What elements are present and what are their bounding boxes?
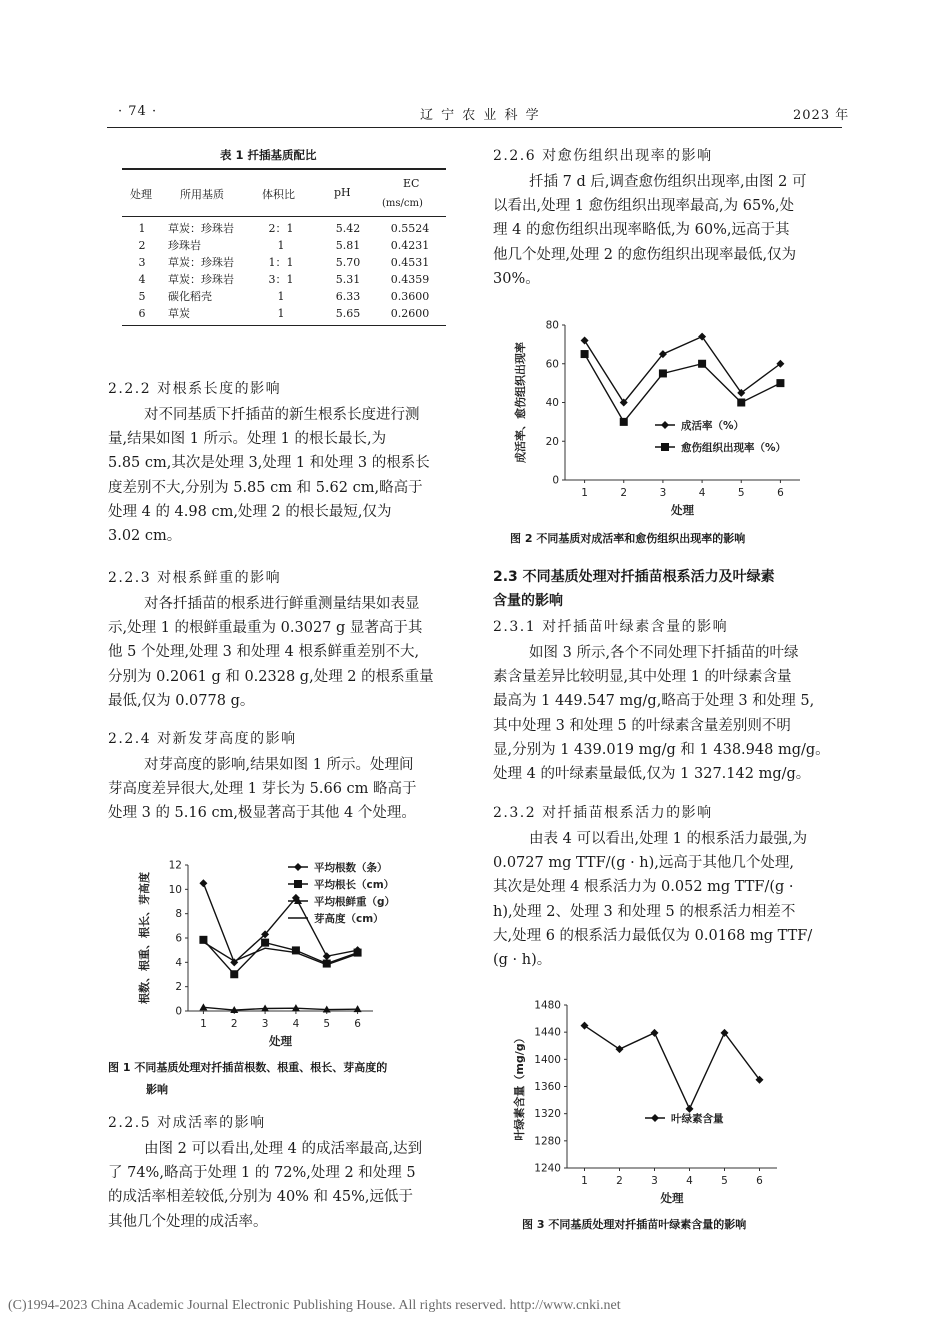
x-tick-label: 2 <box>620 487 628 499</box>
y-tick-label: 10 <box>168 883 182 896</box>
y-tick-label: 1480 <box>534 999 561 1012</box>
text-line: h),处理 2、处理 3 和处理 5 的根系活力相差不 <box>493 903 796 920</box>
section-224-heading: 2.2.4 对新发芽高度的影响 <box>108 731 297 747</box>
series-line <box>585 1026 760 1109</box>
table-row <box>122 254 446 271</box>
data-point-square <box>261 939 269 947</box>
legend-label: 平均根数（条） <box>314 862 388 874</box>
data-point-diamond <box>616 1045 624 1053</box>
legend-label: 叶绿素含量 <box>671 1113 724 1125</box>
figure3-caption: 图 3 不同基质处理对扦插苗叶绿素含量的影响 <box>522 1218 747 1231</box>
data-point-diamond <box>686 1105 694 1113</box>
text-line: 3.02 cm。 <box>108 528 182 545</box>
table-cell: 珍珠岩 <box>168 239 201 252</box>
y-tick-label: 1360 <box>534 1081 561 1093</box>
table-cell: 草炭：珍珠岩 <box>168 256 234 269</box>
text-line: (g · h)。 <box>493 952 552 969</box>
data-point-diamond <box>661 421 669 429</box>
table-cell: 0.4231 <box>390 238 430 252</box>
y-tick-label: 20 <box>545 435 559 448</box>
table-cell: 碳化稻壳 <box>168 290 212 303</box>
y-tick-label: 1320 <box>534 1108 561 1121</box>
table-cell: 2：1 <box>268 222 294 235</box>
data-point-diamond <box>581 1022 589 1030</box>
figure3-chart <box>505 995 805 1213</box>
y-axis-label: 根数、根重、根长、芽高度 <box>138 872 151 1004</box>
section-226-body <box>493 170 843 291</box>
th-ec: EC <box>403 176 420 190</box>
text-line: 处理 4 的叶绿素量最低,仅为 1 327.142 mg/g。 <box>493 766 811 783</box>
text-line: 其他几个处理的成活率。 <box>108 1213 268 1230</box>
th-ec-unit: (ms/cm) <box>382 197 423 209</box>
text-line: 量,结果如图 1 所示。处理 1 的根长最长,为 <box>108 431 387 448</box>
th-substrate: 所用基质 <box>180 187 224 201</box>
text-line: 扦插 7 d 后,调查愈伤组织出现率,由图 2 可 <box>529 174 807 190</box>
x-axis-label: 处理 <box>269 1034 292 1048</box>
x-tick-label: 1 <box>581 487 588 499</box>
table-cell: 0.4359 <box>390 272 430 286</box>
y-tick-label: 80 <box>545 319 559 332</box>
text-line: 他 5 个处理,处理 3 和处理 4 根系鲜重差别不大, <box>108 644 420 661</box>
header-rule <box>107 127 842 128</box>
section-232-body <box>493 827 843 972</box>
journal-year: 2023 年 <box>793 108 850 123</box>
table1-body <box>122 220 446 322</box>
table-cell: 0.2600 <box>390 306 430 320</box>
table-row <box>122 220 446 237</box>
section-232-heading: 2.3.2 对扦插苗根系活力的影响 <box>493 805 713 821</box>
text-line: 芽高度差异很大,处理 1 芽长为 5.66 cm 略高于 <box>108 781 417 798</box>
series-line <box>203 942 357 965</box>
y-axis-label: 叶绿素含量（mg/g） <box>513 1032 526 1141</box>
legend-label: 愈伤组织出现率（%） <box>681 442 787 454</box>
y-tick-label: 1240 <box>534 1162 561 1175</box>
table-cell: 5 <box>138 289 146 303</box>
x-tick-label: 6 <box>756 1175 763 1187</box>
text-line: 示,处理 1 的根鲜重最重为 0.3027 g 显著高于其 <box>108 620 423 637</box>
text-line: 其次是处理 4 根系活力为 0.052 mg TTF/(g · <box>493 879 794 896</box>
y-axis-label: 成活率、愈伤组织出现率 <box>514 342 527 463</box>
table-cell: 4 <box>138 272 146 286</box>
table-cell: 3：1 <box>268 273 294 286</box>
x-tick-label: 5 <box>721 1175 728 1187</box>
text-line: 度差别不大,分别为 5.85 cm 和 5.62 cm,略高于 <box>108 479 423 496</box>
table-cell: 5.31 <box>335 272 361 286</box>
data-point-square <box>581 350 589 358</box>
th-treatment: 处理 <box>130 187 152 201</box>
y-tick-label: 1280 <box>534 1135 561 1148</box>
table-cell: 1 <box>138 221 146 235</box>
text-line: 5.85 cm,其次是处理 3,处理 1 和处理 3 的根系长 <box>108 455 430 472</box>
table-cell: 草炭：珍珠岩 <box>168 273 234 286</box>
table-row <box>122 288 446 305</box>
figure1-caption: 图 1 不同基质处理对扦插苗根数、根重、根长、芽高度的 <box>108 1061 388 1074</box>
series-line <box>203 1007 357 1010</box>
data-point-diamond <box>651 1029 659 1037</box>
section-225-body <box>108 1137 454 1234</box>
text-line: 0.0727 mg TTF/(g · h),远高于其他几个处理, <box>493 855 795 872</box>
data-point-square <box>620 418 628 426</box>
x-tick-label: 6 <box>777 487 784 499</box>
text-line: 最低,仅为 0.0778 g。 <box>108 692 255 709</box>
legend-label: 芽高度（cm） <box>314 913 384 925</box>
x-tick-label: 4 <box>292 1018 300 1030</box>
section-222-body <box>108 403 454 548</box>
section-225-heading: 2.2.5 对成活率的影响 <box>108 1115 266 1131</box>
data-point-diamond <box>199 879 207 887</box>
x-tick-label: 3 <box>659 487 667 499</box>
text-line: 大,处理 6 的根系活力最低仅为 0.0168 mg TTF/ <box>493 927 813 944</box>
table-cell: 5.81 <box>335 238 361 252</box>
series-line <box>585 337 781 403</box>
x-tick-label: 4 <box>686 1175 693 1187</box>
table-cell: 0.3600 <box>390 289 430 303</box>
text-line: 分别为 0.2061 g 和 0.2328 g,处理 2 的根系重量 <box>108 668 434 685</box>
y-tick-label: 60 <box>545 358 559 371</box>
table-row <box>122 237 446 254</box>
x-tick-label: 1 <box>200 1018 207 1030</box>
y-tick-label: 4 <box>175 956 182 969</box>
y-tick-label: 1440 <box>534 1026 561 1039</box>
text-line: 对不同基质下扦插苗的新生根系长度进行测 <box>144 407 420 423</box>
table-row <box>122 305 446 322</box>
section-23-heading <box>493 565 775 613</box>
figure1-chart <box>108 850 453 1055</box>
text-line: 30%。 <box>493 270 540 287</box>
table-row <box>122 271 446 288</box>
x-tick-label: 4 <box>698 487 706 499</box>
y-tick-label: 6 <box>175 932 182 945</box>
copyright-footer: (C)1994-2023 China Academic Journal Electronic Publishing House. All rights reserved. http://www.cnki.net <box>8 1298 621 1313</box>
th-ratio: 体积比 <box>262 187 295 201</box>
table-cell: 0.5524 <box>390 221 430 235</box>
section-231-body <box>493 641 843 786</box>
table-cell: 3 <box>138 255 146 269</box>
data-point-square <box>737 399 745 407</box>
section-223-heading: 2.2.3 对根系鲜重的影响 <box>108 570 282 586</box>
table-cell: 1：1 <box>268 256 294 269</box>
legend-label: 平均根鲜重（g） <box>314 896 396 908</box>
table-cell: 6 <box>138 306 146 320</box>
table-cell: 6.33 <box>335 289 361 303</box>
heading-line: 含量的影响 <box>493 593 563 609</box>
y-tick-label: 12 <box>168 859 182 872</box>
legend-label: 成活率（%） <box>681 420 745 432</box>
text-line: 对各扦插苗的根系进行鲜重测量结果如表显 <box>144 596 420 612</box>
table1-title: 表 1 扦插基质配比 <box>220 148 317 162</box>
heading-line: 2.3 不同基质处理对扦插苗根系活力及叶绿素 <box>493 569 775 585</box>
text-line: 理 4 的愈伤组织出现率略低,为 60%,远高于其 <box>493 222 790 239</box>
table-cell: 1 <box>277 306 285 320</box>
table-cell: 5.70 <box>335 255 361 269</box>
x-tick-label: 6 <box>354 1018 361 1030</box>
section-222-heading: 2.2.2 对根系长度的影响 <box>108 381 282 397</box>
legend-label: 平均根长（cm） <box>314 879 395 891</box>
page-number: · 74 · <box>118 104 158 119</box>
table-cell: 草炭：珍珠岩 <box>168 222 234 235</box>
text-line: 以看出,处理 1 愈伤组织出现率最高,为 65%,处 <box>493 198 795 215</box>
table-cell: 草炭 <box>168 307 190 320</box>
y-tick-label: 8 <box>175 908 182 921</box>
figure2-caption: 图 2 不同基质对成活率和愈伤组织出现率的影响 <box>510 532 746 545</box>
text-line: 其中处理 3 和处理 5 的叶绿素含量差别则不明 <box>493 717 791 734</box>
figure1-caption-cont: 影响 <box>146 1083 168 1096</box>
data-point-square <box>698 360 706 368</box>
y-tick-label: 0 <box>552 474 559 487</box>
data-point-triangle <box>199 1003 207 1010</box>
data-point-square <box>661 443 669 451</box>
data-point-diamond <box>651 1114 659 1122</box>
text-line: 由表 4 可以看出,处理 1 的根系活力最强,为 <box>529 831 808 847</box>
text-line: 对芽高度的影响,结果如图 1 所示。处理间 <box>144 757 414 773</box>
text-line: 显,分别为 1 439.019 mg/g 和 1 438.948 mg/g。 <box>493 741 830 758</box>
text-line: 的成活率相差较低,分别为 40% 和 45%,远低于 <box>108 1189 414 1206</box>
x-tick-label: 1 <box>581 1175 588 1187</box>
x-tick-label: 3 <box>651 1175 658 1187</box>
y-tick-label: 0 <box>175 1005 182 1018</box>
y-tick-label: 1400 <box>534 1053 561 1066</box>
text-line: 处理 4 的 4.98 cm,处理 2 的根长最短,仅为 <box>108 503 392 520</box>
th-ph: pH <box>334 185 351 199</box>
x-axis-label: 处理 <box>660 1191 684 1205</box>
data-point-square <box>294 880 302 888</box>
data-point-square <box>230 970 238 978</box>
data-point-diamond <box>323 952 331 960</box>
x-axis-label: 处理 <box>671 503 694 517</box>
data-point-diamond <box>294 863 302 871</box>
figure2-chart <box>510 315 830 527</box>
section-224-body <box>108 753 454 826</box>
section-226-heading: 2.2.6 对愈伤组织出现率的影响 <box>493 148 713 164</box>
table-cell: 1 <box>277 238 285 252</box>
text-line: 了 74%,略高于处理 1 的 72%,处理 2 和处理 5 <box>108 1165 416 1182</box>
x-tick-label: 3 <box>261 1018 269 1030</box>
x-tick-label: 5 <box>323 1018 331 1030</box>
x-tick-label: 5 <box>737 487 745 499</box>
table-cell: 5.42 <box>335 221 361 235</box>
text-line: 他几个处理,处理 2 的愈伤组织出现率最低,仅为 <box>493 246 797 263</box>
table-cell: 0.4531 <box>390 255 430 269</box>
x-tick-label: 2 <box>230 1018 238 1030</box>
text-line: 最高为 1 449.547 mg/g,略高于处理 3 和处理 5, <box>493 693 815 710</box>
text-line: 处理 3 的 5.16 cm,极显著高于其他 4 个处理。 <box>108 805 416 822</box>
data-point-square <box>659 369 667 377</box>
section-231-heading: 2.3.1 对扦插苗叶绿素含量的影响 <box>493 619 729 635</box>
section-223-body <box>108 592 454 713</box>
table-cell: 2 <box>138 238 146 252</box>
journal-title: 辽 宁 农 业 科 学 <box>420 108 541 123</box>
table-cell: 5.65 <box>335 306 361 320</box>
text-line: 由图 2 可以看出,处理 4 的成活率最高,达到 <box>144 1141 423 1157</box>
table-cell: 1 <box>277 289 285 303</box>
text-line: 素含量差异比较明显,其中处理 1 的叶绿素含量 <box>493 669 792 686</box>
data-point-diamond <box>581 337 589 345</box>
text-line: 如图 3 所示,各个不同处理下扦插苗的叶绿 <box>529 645 799 661</box>
y-tick-label: 40 <box>545 397 559 409</box>
table1-header <box>122 170 446 216</box>
data-point-square <box>776 379 784 387</box>
y-tick-label: 2 <box>175 981 182 994</box>
table1 <box>122 168 446 326</box>
x-tick-label: 2 <box>616 1175 623 1187</box>
